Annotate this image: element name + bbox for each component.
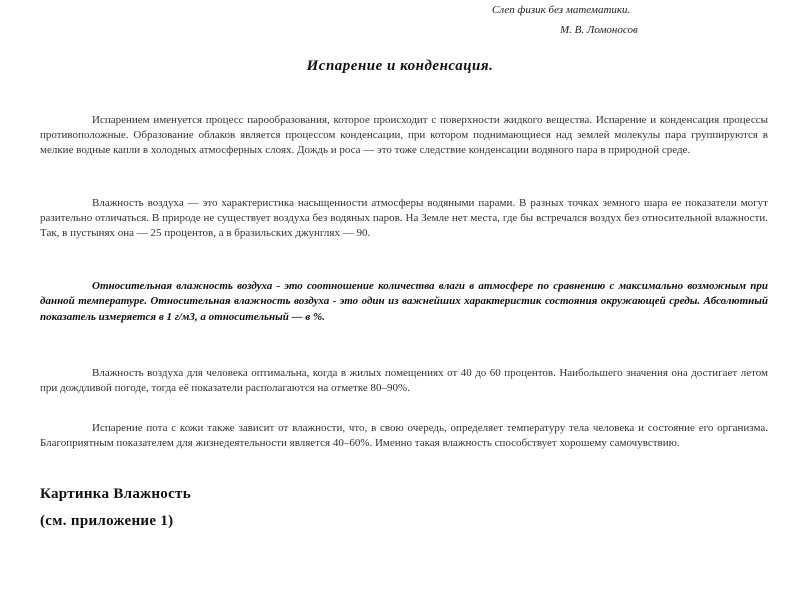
paragraph-evaporation: Испарением именуется процесс парообразования, которое происходит с поверхности жидкого вещества. Испарение и конденсация процессы противоположные. Образование облаков является процессом конденсации, при котором поднимающиеся над землей молекулы пара группируются в мелкие водные капли в холодных атмосферных слоях. Дождь и роса — это тоже следствие конденсации водяного пара в природной среде. bbox=[40, 114, 768, 157]
paragraph-definition: Относительная влажность воздуха - это соотношение количества влаги в атмосфере по сравнению с максимально возможным при данной температуре. Относительная влажность воздуха - это один из важнейших характеристик состояния окружающей среды. Абсолютный показатель измеряется в 1 г/м3, а относительный — в %. bbox=[40, 280, 768, 323]
caption-appendix-ref: (см. приложение 1) bbox=[40, 513, 174, 529]
epigraph-quote: Слеп физик без математики. bbox=[492, 4, 631, 16]
paragraph-sweat-evaporation: Испарение пота с кожи также зависит от влажности, что, в свою очередь, определяет температуру тела человека и состояние его организма. Благоприятным показателем для жизнедеятельности является 40–60%. Именно такая влажность способствует хорошему самочувствию. bbox=[40, 422, 768, 450]
paragraph-air-humidity: Влажность воздуха — это характеристика насыщенности атмосферы водяными парами. В разных точках земного шара ее показатели могут разительно отличаться. В природе не существует воздуха без водяных паров. На Земле нет места, где бы встречался воздух без относительной влажности. Так, в пустынях она — 25 процентов, а в бразильских джунглях — 90. bbox=[40, 197, 768, 240]
caption-picture: Картинка Влажность bbox=[40, 486, 191, 502]
document-title: Испарение и конденсация. bbox=[306, 58, 494, 74]
epigraph-author: М. В. Ломоносов bbox=[560, 24, 638, 36]
paragraph-optimal-humidity: Влажность воздуха для человека оптимальна, когда в жилых помещениях от 40 до 60 процентов. Наибольшего значения она достигает летом при дождливой погоде, тогда её показатели располагаются на отметке 80–90%. bbox=[40, 367, 768, 395]
epigraph bbox=[470, 0, 770, 40]
